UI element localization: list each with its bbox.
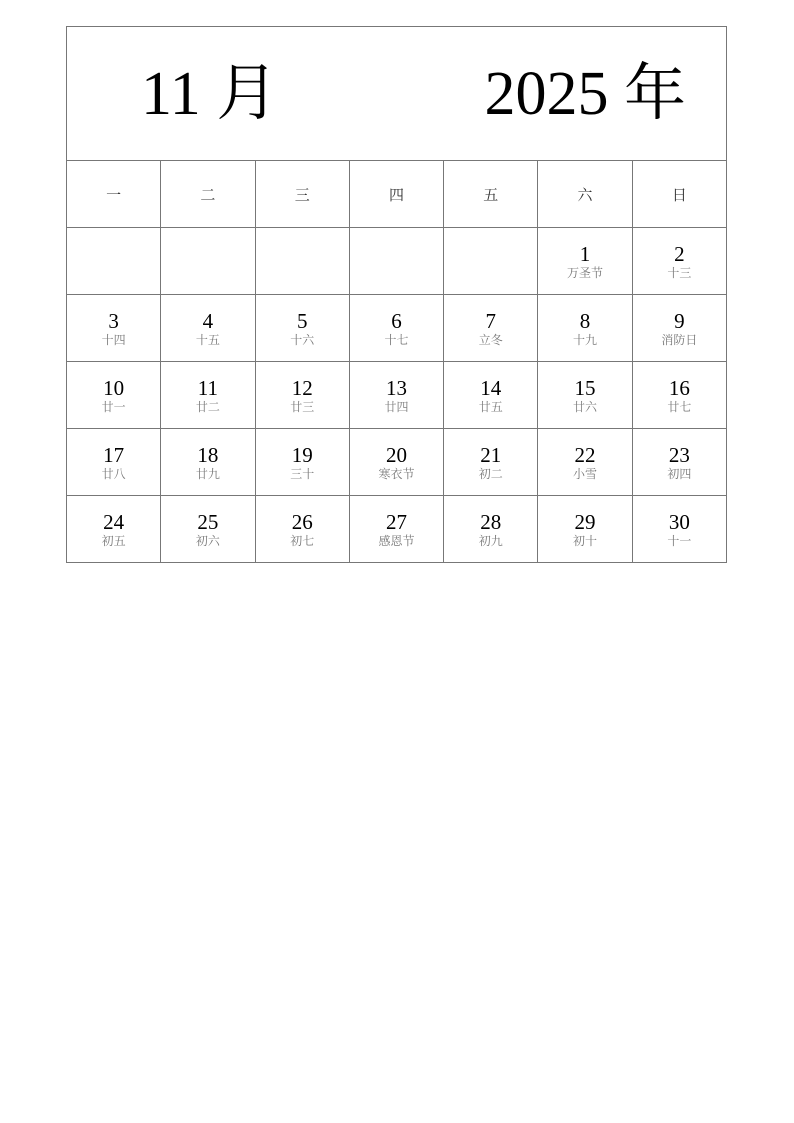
day-cell [632,362,726,429]
day-cell [538,295,632,362]
day-number: 19 [291,443,313,467]
day-number: 12 [291,376,313,400]
day-number: 23 [668,443,690,467]
day-number: 27 [385,510,407,534]
day-number: 2 [674,242,685,266]
day-lunar-label: 十一 [667,534,692,548]
day-lunar-label: 廿九 [195,467,220,481]
day-cell [444,362,538,429]
day-cell [161,362,255,429]
day-lunar-label: 廿一 [101,400,126,414]
day-number: 24 [103,510,125,534]
day-cell [349,429,443,496]
day-lunar-label: 初十 [573,534,598,548]
day-cell [67,429,161,496]
week-row-3 [67,362,727,429]
day-number: 11 [197,376,219,400]
day-number: 25 [197,510,219,534]
month-title: 11 月 [141,60,279,128]
weekday-thu: 四 [349,161,443,228]
day-cell [632,228,726,295]
day-cell [538,362,632,429]
week-row-1 [67,228,727,295]
day-number: 14 [480,376,502,400]
day-cell [255,295,349,362]
day-cell [67,362,161,429]
day-lunar-label: 初五 [101,534,126,548]
day-lunar-label: 十七 [384,333,409,347]
day-cell [67,295,161,362]
day-lunar-label: 寒衣节 [378,467,415,481]
day-lunar-label: 立冬 [478,333,503,347]
day-number: 21 [480,443,502,467]
weekday-sun: 日 [632,161,726,228]
day-number: 17 [103,443,125,467]
calendar-header-inner [67,27,726,160]
day-lunar-label: 廿二 [195,400,220,414]
day-lunar-label: 三十 [290,467,315,481]
day-lunar-label: 初六 [195,534,220,548]
day-number: 15 [574,376,596,400]
week-row-5 [67,496,727,563]
day-number: 4 [202,309,214,333]
day-lunar-label: 十三 [667,266,692,280]
day-cell [538,429,632,496]
weekday-mon: 一 [67,161,161,228]
day-cell [349,496,443,563]
year-title: 2025 年 [484,60,686,128]
day-number: 16 [668,376,690,400]
day-lunar-label: 初九 [478,534,503,548]
day-cell [444,295,538,362]
day-number: 8 [579,309,591,333]
day-cell [538,228,632,295]
weekday-wed: 三 [255,161,349,228]
calendar-header-row [67,27,727,161]
day-number: 13 [385,376,407,400]
week-row-2 [67,295,727,362]
day-lunar-label: 廿七 [667,400,692,414]
day-cell [349,362,443,429]
day-cell-empty [444,228,538,295]
day-lunar-label: 廿三 [290,400,315,414]
day-lunar-label: 初四 [667,467,692,481]
day-cell [161,429,255,496]
day-cell [632,496,726,563]
day-cell-empty [349,228,443,295]
day-lunar-label: 廿八 [101,467,126,481]
day-cell-empty [255,228,349,295]
day-cell-empty [67,228,161,295]
day-lunar-label: 消防日 [661,333,698,347]
day-lunar-label: 小雪 [573,467,598,481]
day-number: 20 [385,443,407,467]
day-number: 10 [103,376,125,400]
weekday-fri: 五 [444,161,538,228]
day-lunar-label: 十九 [573,333,598,347]
day-cell [349,295,443,362]
calendar-table [66,26,727,563]
day-cell [161,295,255,362]
weekday-tue: 二 [161,161,255,228]
day-number: 7 [485,309,497,333]
day-lunar-label: 十五 [195,333,220,347]
day-cell [255,496,349,563]
day-cell-empty [161,228,255,295]
day-number: 18 [197,443,219,467]
day-number: 9 [674,309,685,333]
day-lunar-label: 感恩节 [378,534,415,548]
day-cell [67,496,161,563]
day-lunar-label: 廿六 [573,400,598,414]
day-number: 6 [391,309,402,333]
weekday-row [67,161,727,228]
day-lunar-label: 初二 [478,467,503,481]
week-row-4 [67,429,727,496]
day-number: 30 [668,510,690,534]
day-cell [444,429,538,496]
day-cell [538,496,632,563]
day-cell [444,496,538,563]
day-cell [632,429,726,496]
day-lunar-label: 廿四 [384,400,409,414]
day-lunar-label: 初七 [290,534,315,548]
day-number: 22 [574,443,596,467]
day-number: 29 [574,510,596,534]
weekday-sat: 六 [538,161,632,228]
day-lunar-label: 廿五 [478,400,503,414]
day-lunar-label: 万圣节 [567,266,604,280]
day-number: 5 [296,309,308,333]
day-number: 28 [480,510,502,534]
day-lunar-label: 十六 [290,333,315,347]
day-cell [255,362,349,429]
day-cell [255,429,349,496]
day-number: 3 [108,309,119,333]
day-cell [632,295,726,362]
day-number: 1 [579,242,591,266]
day-cell [161,496,255,563]
calendar-header [67,27,727,161]
day-number: 26 [291,510,313,534]
day-lunar-label: 十四 [101,333,126,347]
